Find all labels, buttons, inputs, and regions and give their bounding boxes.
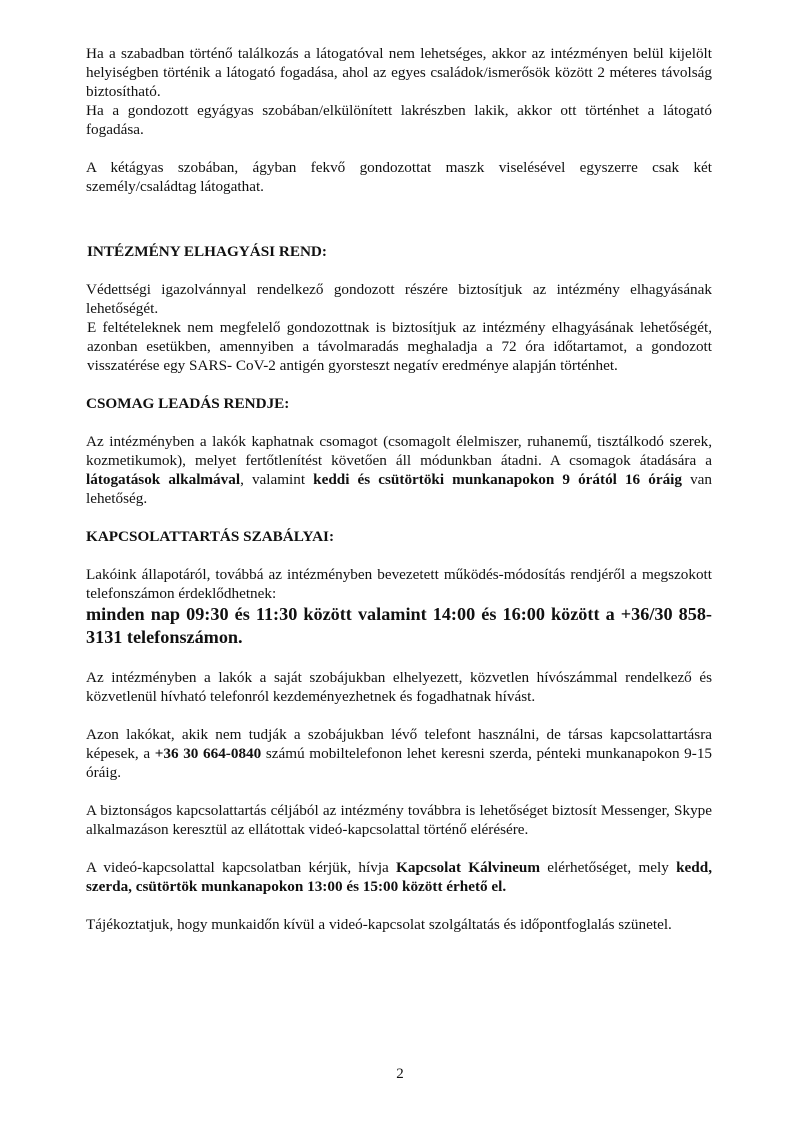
paragraph-video-booking: A videó-kapcsolattal kapcsolatban kérjük, hívja Kapcsolat Kálvineum elérhetőséget, mely kedd, szerda, csütörtök munkanapokon 13:00 és 15:00 között érhető el. — [86, 859, 712, 895]
document-page — [86, 44, 712, 934]
phone-hours-highlight: minden nap 09:30 és 11:30 között valamint 14:00 és 16:00 között a +36/30 858-3131 telefonszámon. — [86, 604, 712, 647]
heading-contact-rules: KAPCSOLATTARTÁS SZABÁLYAI: — [86, 528, 335, 545]
paragraph-antigen-test: E feltételeknek nem megfelelő gondozottnak is biztosítjuk az intézmény elhagyásának lehetőségét, azonban esetükben, amennyiben a távolmaradás meghaladja a 72 óra időtartamot, a gondozott visszatérése egy SARS- CoV-2 antigén gyorsteszt negatív eredménye alapján történhet. — [87, 319, 712, 374]
paragraph-vaccination-card: Védettségi igazolvánnyal rendelkező gondozott részére biztosítjuk az intézmény elhagyásának lehetőségét. — [86, 281, 712, 317]
page-number: 2 — [396, 1066, 404, 1082]
paragraph-video-contact: A biztonságos kapcsolattartás céljából az intézmény továbbra is lehetőséget biztosít Messenger, Skype alkalmazáson keresztül az ellátottak videó-kapcsolattal történő elérésére. — [86, 802, 712, 838]
paragraph-double-room: A kétágyas szobában, ágyban fekvő gondozottat maszk viselésével egyszerre csak két személy/családtag látogathat. — [86, 159, 712, 195]
paragraph-after-hours: Tájékoztatjuk, hogy munkaidőn kívül a videó-kapcsolat szolgáltatás és időpontfoglalás szünetel. — [86, 916, 672, 933]
paragraph-single-room: Ha a gondozott egyágyas szobában/elkülönített lakrészben lakik, akkor ott történhet a látogató fogadása. — [86, 102, 712, 138]
heading-leaving-rules: INTÉZMÉNY ELHAGYÁSI REND: — [87, 243, 327, 260]
paragraph-inquiry: Lakóink állapotáról, továbbá az intézményben bevezetett működés-módosítás rendjéről a megszokott telefonszámon érdeklődhetnek: — [86, 566, 712, 602]
paragraph-room-phone: Az intézményben a lakók a saját szobájukban elhelyezett, közvetlen hívószámmal rendelkező és közvetlenül hívható telefonról kezdeményezhetnek és fogadhatnak hívást. — [86, 669, 712, 705]
paragraph-outdoor-meeting: Ha a szabadban történő találkozás a látogatóval nem lehetséges, akkor az intézményen belül kijelölt helyiségben történik a látogató fogadása, ahol az egyes családok/ismerősök között 2 méteres távolság biztosítható. — [86, 45, 712, 100]
heading-package-rules: CSOMAG LEADÁS RENDJE: — [86, 395, 290, 412]
paragraph-packages: Az intézményben a lakók kaphatnak csomagot (csomagolt élelmiszer, ruhanemű, tisztálkodó szerek, kozmetikumok), melyet fertőtlenítést követően áll módunkban átadni. A csomagok átadására a látogatások alkalmával, valamint keddi és csütörtöki munkanapokon 9 órától 16 óráig van lehetőség. — [86, 433, 712, 507]
paragraph-mobile-phone: Azon lakókat, akik nem tudják a szobájukban lévő telefont használni, de társas kapcsolattartásra képesek, a +36 30 664-0840 számú mobiltelefonon lehet keresni szerda, pénteki munkanapokon 9-15 óráig. — [86, 726, 713, 781]
